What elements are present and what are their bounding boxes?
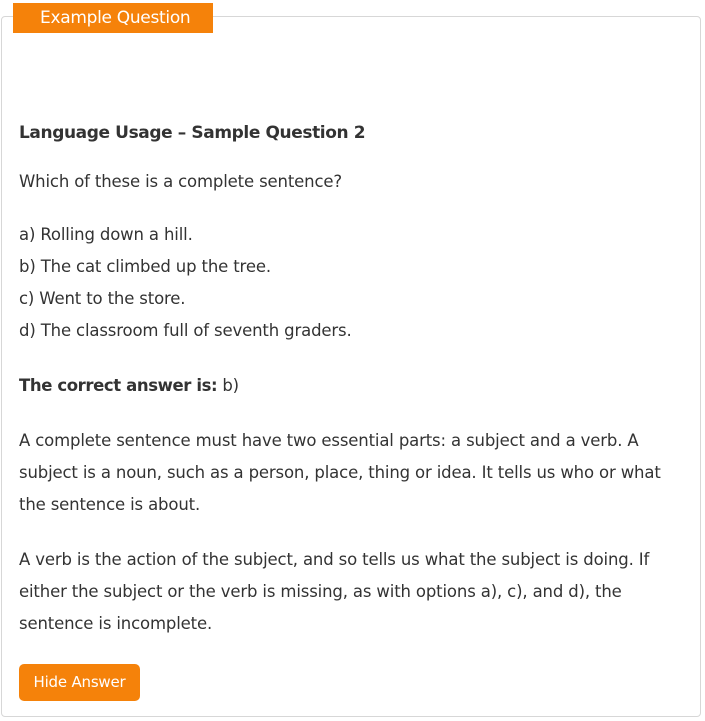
answer-options <box>19 219 687 347</box>
question-text: Which of these is a complete sentence? <box>19 172 343 191</box>
correct-answer <box>19 370 687 402</box>
explanation-paragraph-1: A complete sentence must have two essential parts: a subject and a verb. A subject is a noun, such as a person, place, thing or idea. It tells us who or what the sentence is about. <box>19 431 661 514</box>
hide-answer-button[interactable]: Hide Answer <box>19 664 140 701</box>
option-c: c) Went to the store. <box>19 289 186 308</box>
option-b: b) The cat climbed up the tree. <box>19 257 271 276</box>
correct-answer-value: b) <box>217 376 239 395</box>
option-d: d) The classroom full of seventh graders. <box>19 321 352 340</box>
example-question-label: Example Question <box>13 3 213 33</box>
question-title: Language Usage – Sample Question 2 <box>19 123 366 143</box>
option-a: a) Rolling down a hill. <box>19 225 193 244</box>
question-content <box>19 119 687 640</box>
explanation-paragraph-2: A verb is the action of the subject, and so tells us what the subject is doing. If either the subject or the verb is missing, as with options a), c), and d), the sentence is incomplete. <box>19 550 650 633</box>
correct-answer-label: The correct answer is: <box>19 376 218 395</box>
